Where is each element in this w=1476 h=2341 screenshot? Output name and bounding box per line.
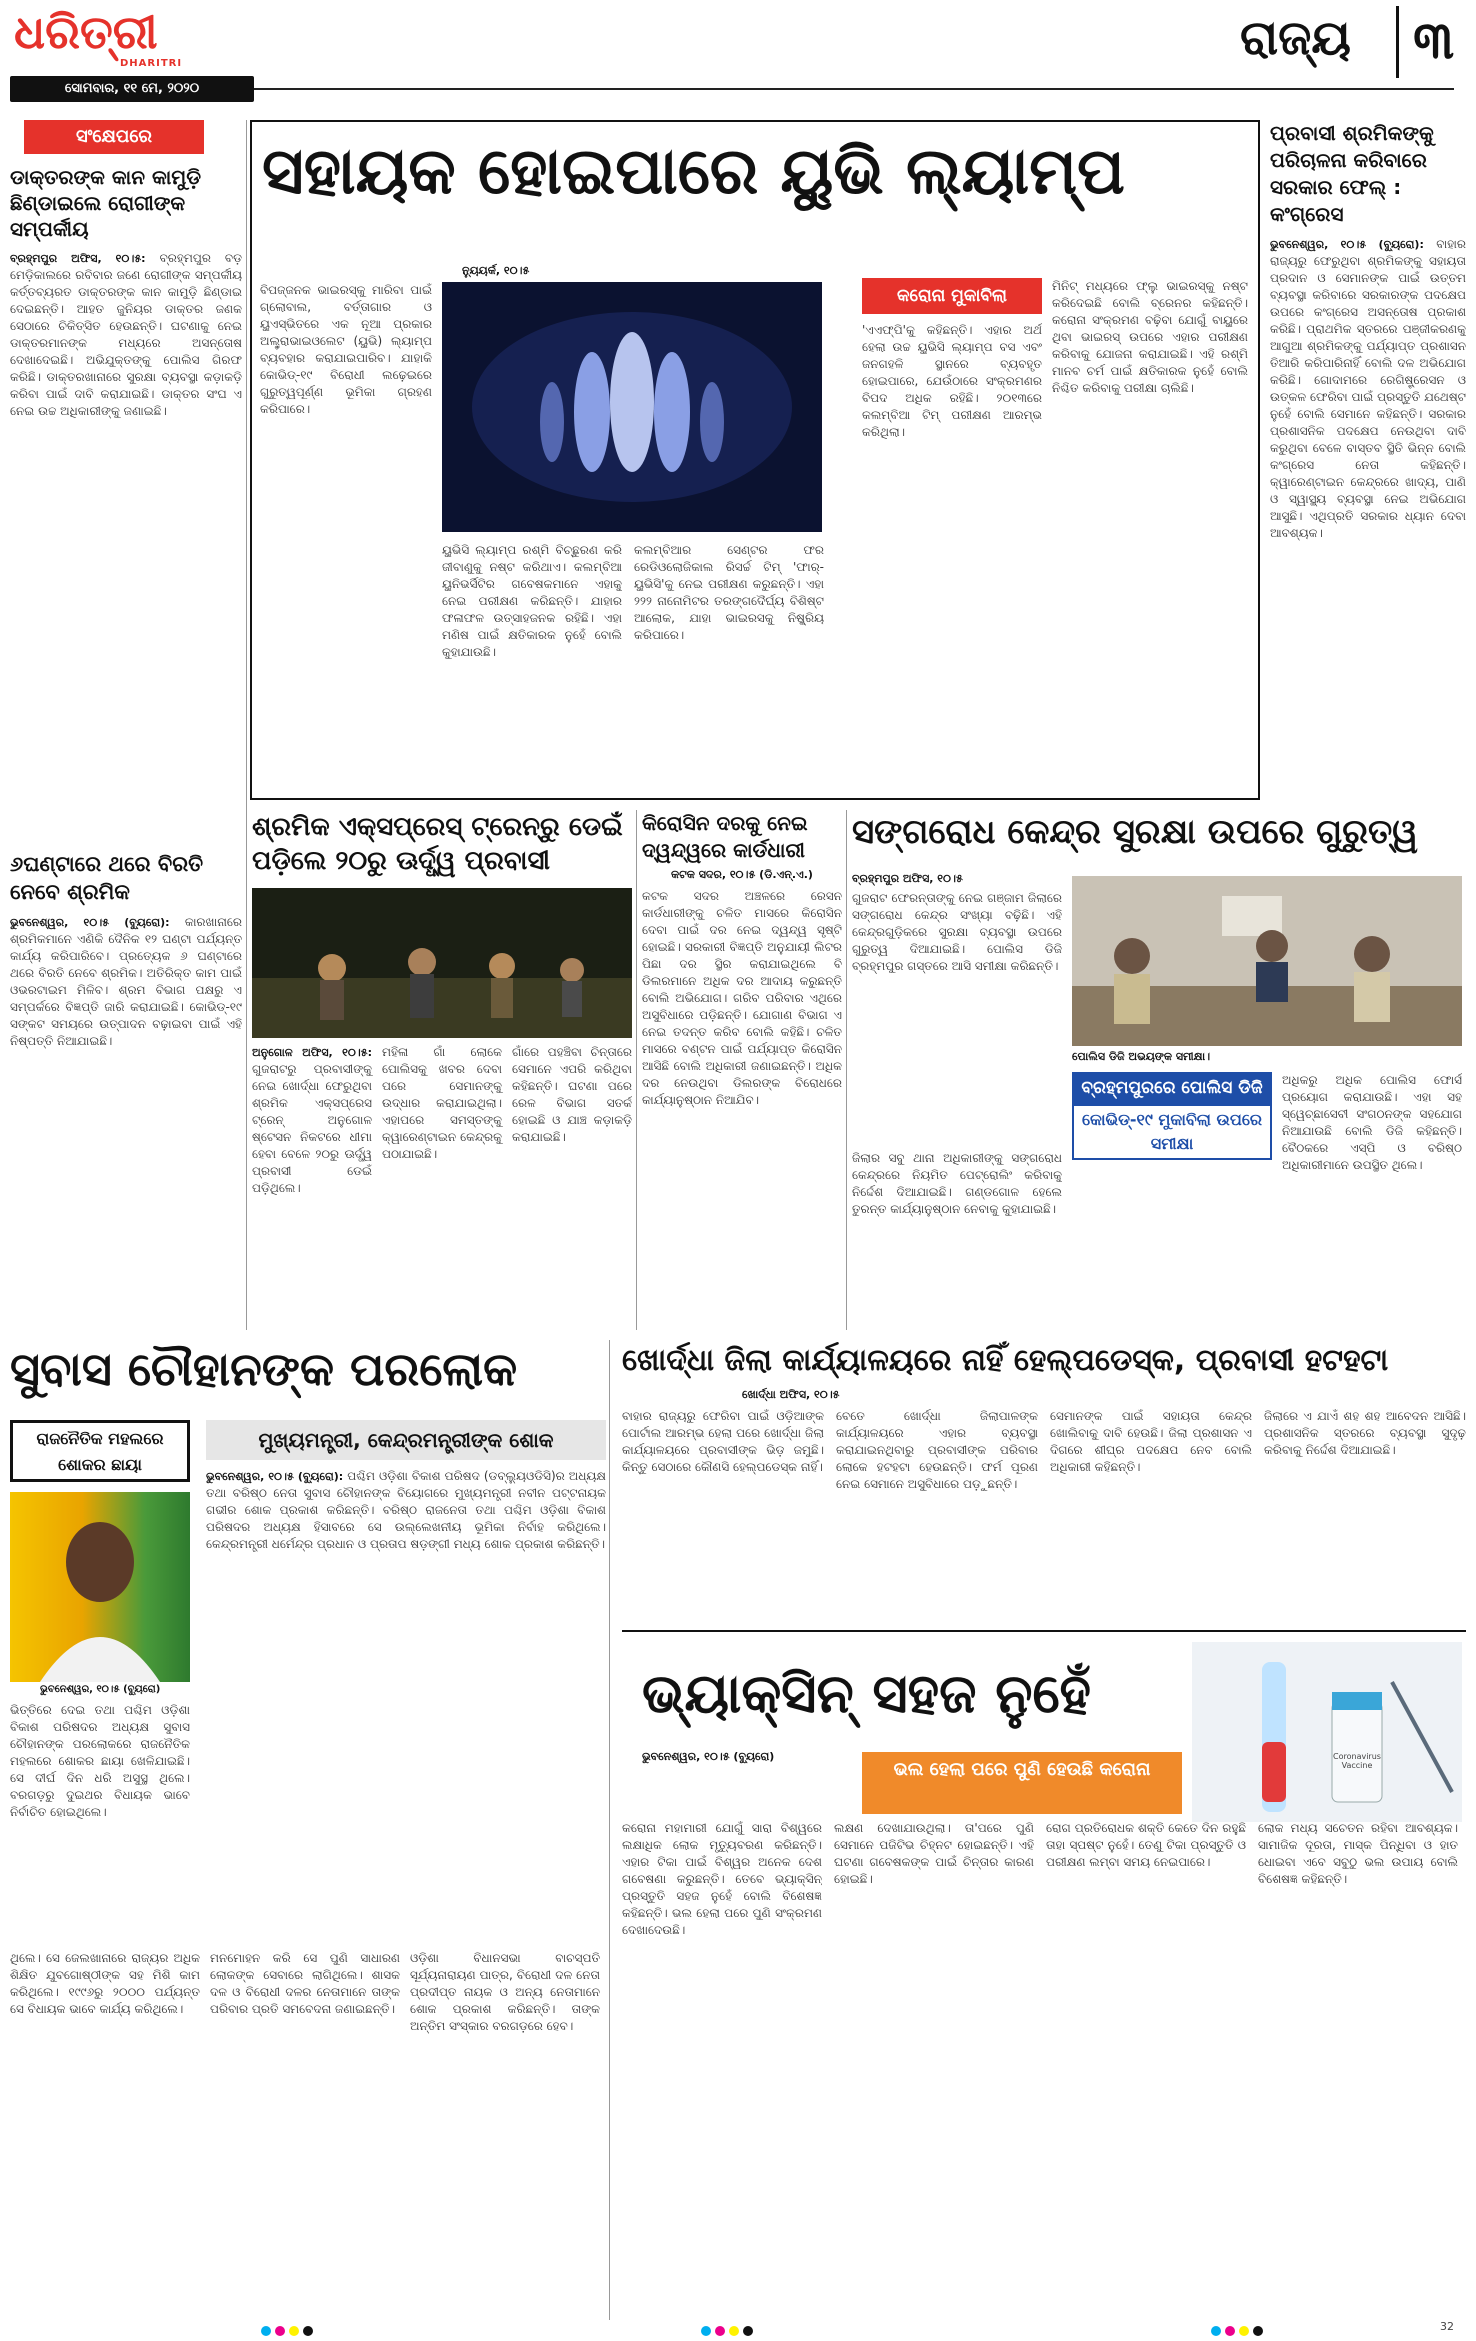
kerosene-dateline: କଟକ ସଦର, ୧୦।୫ (ଡି.ଏନ୍.ଏ.) (671, 868, 813, 881)
khordha-col-3: ସେମାନଙ୍କ ପାଇଁ ସହାୟତା କେନ୍ଦ୍ର ଖୋଲିବାକୁ ଦାବି ହେଉଛି। ଜିଲା ପ୍ରଶାସନ ଏ ଦିଗରେ ଶୀଘ୍ର ପଦକ୍ଷେପ ନେବ ବୋଲି ଅଧିକାରୀ କହିଛନ୍ତି। (1050, 1409, 1252, 1474)
kerosene-body: କଟକ ସଦର ଅଞ୍ଚଳରେ ରେସନ କାର୍ଡଧାରୀଙ୍କୁ ଚଳିତ ମାସରେ କିରୋସିନ ଦେବା ପାଇଁ ଦର ନେଇ ଦ୍ୱନ୍ଦ୍ୱ ସୃଷ୍ଟି ହୋଇଛି। ସରକାରୀ ବିଜ୍ଞପ୍ତି ଅନୁଯାୟୀ ଲିଟର ପିଛା ଦର ସ୍ଥିର କରାଯାଇଥିଲେ ବି ଡିଲରମାନେ ଅଧିକ ଦର ଆଦାୟ କରୁଛନ୍ତି ବୋଲି ଅଭିଯୋଗ। ଗରିବ ପରିବାର ଏଥିରେ ଅସୁବିଧାରେ ପଡ଼ିଛନ୍ତି। ଯୋଗାଣ ବିଭାଗ ଏ ନେଇ ତଦନ୍ତ କରିବ ବୋଲି କହିଛି। ଚଳିତ ମାସରେ ବଣ୍ଟନ ପାଇଁ ପର୍ଯ୍ୟାପ୍ତ କିରୋସିନ ଆସିଛି ବୋଲି ଅଧିକାରୀ ଜଣାଇଛନ୍ତି। ଅଧିକ ଦର ନେଉଥିବା ଡିଲରଙ୍କ ବିରୋଧରେ କାର୍ଯ୍ୟାନୁଷ୍ଠାନ ନିଆଯିବ। (642, 889, 842, 1107)
brief-label: ସଂକ୍ଷେପରେ (24, 120, 204, 154)
quarantine-col-1: ଗୁଜରାଟ ଫେରନ୍ତାଙ୍କୁ ନେଇ ଗଞ୍ଜାମ ଜିଲାରେ ସଙ୍ଗରୋଧ କେନ୍ଦ୍ର ସଂଖ୍ୟା ବଢ଼ିଛି। ଏହି କେନ୍ଦ୍ରଗୁଡ଼ିକରେ ସୁରକ୍ଷା ବ୍ୟବସ୍ଥା ଉପରେ ଗୁରୁତ୍ୱ ଦିଆଯାଇଛି। ପୋଲିସ ଡିଜି ବ୍ରହ୍ମପୁର ଗସ୍ତରେ ଆସି ସମୀକ୍ଷା କରିଛନ୍ତି। (852, 891, 1062, 973)
quarantine-col-2: ଜିଲାର ସବୁ ଥାନା ଅଧିକାରୀଙ୍କୁ ସଙ୍ଗରୋଧ କେନ୍ଦ୍ରରେ ନିୟମିତ ପେଟ୍ରୋଲିଂ କରିବାକୁ ନିର୍ଦ୍ଦେଶ ଦିଆଯାଇଛି। ଗଣ୍ଡଗୋଳ ହେଲେ ତୁରନ୍ତ କାର୍ଯ୍ୟାନୁଷ୍ଠାନ ନେବାକୁ କୁହାଯାଇଛି। (852, 1151, 1062, 1216)
registration-dots-icon (260, 2325, 320, 2337)
subash-photo (10, 1492, 190, 1682)
subash-intro-text: ପଶ୍ଚିମ ଓଡ଼ିଶା ବିକାଶ ପରିଷଦ (ଡବ୍ଲ୍ୟୁଓଡିସି)ର ଅଧ୍ୟକ୍ଷ ତଥା ବରିଷ୍ଠ ନେତା ସୁବାସ ଚୌହାନଙ୍କ ବିୟୋଗରେ ମୁଖ୍ୟମନ୍ତ୍ରୀ ନବୀନ ପଟ୍ଟନାୟକ ଗଭୀର ଶୋକ ପ୍ରକାଶ କରିଛନ୍ତି। ବରିଷ୍ଠ ରାଜନେତା ତଥା ପଶ୍ଚିମ ଓଡ଼ିଶା ବିକାଶ ପରିଷଦର ଅଧ୍ୟକ୍ଷ ହିସାବରେ ସେ ଉଲ୍ଲେଖନୀୟ ଭୂମିକା ନିର୍ବାହ କରିଥିଲେ। କେନ୍ଦ୍ରମନ୍ତ୍ରୀ ଧର୍ମେନ୍ଦ୍ର ପ୍ରଧାନ ଓ ପ୍ରତାପ ଷଡ଼ଙ୍ଗୀ ମଧ୍ୟ ଶୋକ ପ୍ରକାଶ କରିଛନ୍ତି। (206, 1469, 606, 1551)
vaccine-col-1: କରୋନା ମହାମାରୀ ଯୋଗୁଁ ସାରା ବିଶ୍ୱରେ ଲକ୍ଷାଧିକ ଲୋକ ମୃତ୍ୟୁବରଣ କରିଛନ୍ତି। ଏହାର ଟିକା ପାଇଁ ବିଶ୍ୱର ଅନେକ ଦେଶ ଗବେଷଣା କରୁଛନ୍ତି। ତେବେ ଭ୍ୟାକ୍ସିନ୍ ପ୍ରସ୍ତୁତି ସହଜ ନୁହେଁ ବୋଲି ବିଶେଷଜ୍ଞ କହିଛନ୍ତି। ଭଲ ହେଲା ପରେ ପୁଣି ସଂକ୍ରମଣ ଦେଖାଦେଉଛି। (622, 1821, 822, 1937)
khordha-body (622, 1408, 1466, 1608)
congress-dateline: ଭୁବନେଶ୍ୱର, ୧୦।୫ (ବ୍ୟୁରୋ): (1270, 238, 1424, 251)
khordha-story (622, 1340, 1466, 1620)
brief-column (10, 120, 242, 1320)
footer-page-number: 32 (1440, 2320, 1454, 2333)
subash-left: ଭିତ୍ତିରେ ଦେଇ ତଥା ପଶ୍ଚିମ ଓଡ଼ିଶା ବିକାଶ ପରିଷଦର ଅଧ୍ୟକ୍ଷ ସୁବାସ ଚୌହାନଙ୍କ ପରଲୋକରେ ରାଜନୈତିକ ମହଲରେ ଶୋକର ଛାୟା ଖେଳିଯାଇଛି। ସେ ଦୀର୍ଘ ଦିନ ଧରି ଅସୁସ୍ଥ ଥିଲେ। ବରଗଡ଼ରୁ ଦୁଇଥର ବିଧାୟକ ଭାବେ ନିର୍ବାଚିତ ହୋଇଥିଲେ। (10, 1703, 190, 1819)
khordha-col-1: ବାହାର ରାଜ୍ୟରୁ ଫେରିବା ପାଇଁ ଓଡ଼ିଆଙ୍କ ପୋର୍ଟାଲ ଆରମ୍ଭ ହେଲା ପରେ ଖୋର୍ଦ୍ଧା ଜିଲା କାର୍ଯ୍ୟାଳୟରେ ପ୍ରବାସୀଙ୍କ ଭିଡ଼ ଜମୁଛି। କିନ୍ତୁ ସେଠାରେ କୌଣସି ହେଲ୍ପଡେସ୍କ ନାହିଁ। (622, 1409, 824, 1474)
kerosene-headline: କିରୋସିନ ଦରକୁ ନେଇ ଦ୍ୱନ୍ଦ୍ୱରେ କାର୍ଡଧାରୀ (642, 811, 808, 862)
vaccine-story (622, 1630, 1466, 2320)
brief-text-2: କାରଖାନାରେ ଶ୍ରମିକମାନେ ଏଣିକି ଦୈନିକ ୧୨ ଘଣ୍ଟା ପର୍ଯ୍ୟନ୍ତ କାର୍ଯ୍ୟ କରିପାରିବେ। ପ୍ରତ୍ୟେକ ୬ ଘଣ୍ଟାରେ ଥରେ ବିରତି ନେବେ ଶ୍ରମିକ। ଅତିରିକ୍ତ କାମ ପାଇଁ ଓଭରଟାଇମ ମିଳିବ। ଶ୍ରମ ବିଭାଗ ପକ୍ଷରୁ ଏ ସମ୍ପର୍କରେ ବିଜ୍ଞପ୍ତି ଜାରି କରାଯାଇଛି। କୋଭିଡ୍-୧୯ ସଙ୍କଟ ସମୟରେ ଉତ୍ପାଦନ ବଢ଼ାଇବା ପାଇଁ ଏହି ନିଷ୍ପତ୍ତି ନିଆଯାଇଛି। (10, 915, 242, 1048)
quarantine-dateline: ବ୍ରହ୍ମପୁର ଅଫିସ, ୧୦।୫ (852, 872, 963, 885)
lead-col-1: ବିପଜ୍ଜନକ ଭାଇରସ୍‌କୁ ମାରିବା ପାଇଁ ଗ୍ଲୋବାଲ, ବର୍ତ୍ତାଗାର ଓ ୟୁଏସ୍‌ଭିତରେ ଏକ ନୂଆ ପ୍ରକାର ଅଲ୍ଟ୍ରାଭାଇଓଲେଟ (ୟୁଭି) ଲ୍ୟାମ୍ପ ବ୍ୟବହାର କରାଯାଇପାରିବ। ଯାହାକି କୋଭିଡ୍-୧୯ ବିରୋଧୀ ଲଢ଼େଇରେ ଗୁରୁତ୍ୱପୂର୍ଣ୍ଣ ଭୂମିକା ଗ୍ରହଣ କରିପାରେ। (260, 283, 432, 416)
shramik-col-1 (252, 1044, 372, 1344)
congress-headline: ପ୍ରବାସୀ ଶ୍ରମିକଙ୍କୁ ପରିଚାଳନା କରିବାରେ ସରକାର ଫେଲ୍ : କଂଗ୍ରେସ (1270, 121, 1434, 226)
vaccine-col-2: ଲକ୍ଷଣ ଦେଖାଯାଉଥିଲା। ତା'ପରେ ପୁଣି ସେମାନେ ପଜିଟିଭ ଚିହ୍ନଟ ହୋଇଛନ୍ତି। ଏହି ଘଟଣା ଗବେଷକଙ୍କ ପାଇଁ ଚିନ୍ତାର କାରଣ ହୋଇଛି। (834, 1821, 1034, 1886)
subash-subhead: ମୁଖ୍ୟମନ୍ତ୍ରୀ, କେନ୍ଦ୍ରମନ୍ତ୍ରୀଙ୍କ ଶୋକ (206, 1420, 606, 1460)
color-registration-marks-2 (700, 2322, 760, 2334)
date-text: ସୋମବାର, ୧୧ ମେ, ୨୦୨୦ (64, 81, 200, 96)
congress-text: ବାହାର ରାଜ୍ୟରୁ ଫେରୁଥିବା ଶ୍ରମିକଙ୍କୁ ସହାୟତା ପ୍ରଦାନ ଓ ସେମାନଙ୍କ ପାଇଁ ଉତ୍ତମ ବ୍ୟବସ୍ଥା କରିବାରେ ସରକାରଙ୍କ ପଦକ୍ଷେପ ଉପରେ କଂଗ୍ରେସ ଅସନ୍ତୋଷ ପ୍ରକାଶ କରିଛି। ପ୍ରାଥମିକ ସ୍ତରରେ ପଞ୍ଜୀକରଣକୁ ଆଗୁଆ ଶ୍ରମିକଙ୍କୁ ପର୍ଯ୍ୟାପ୍ତ ପ୍ରଶାସନ ତିଆରି କରିପାରିନାହିଁ ବୋଲି ଦଳ ଅଭିଯୋଗ କରିଛି। ଗୋଦାମରେ ରେଗିଷ୍ଟ୍ରେସନ ଓ ଉତ୍କଳ ଫେରିବା ପାଇଁ ପ୍ରସ୍ତୁତି ଯଥେଷ୍ଟ ନୁହେଁ ବୋଲି ସେମାନେ କହିଛନ୍ତି। ସରକାର ପ୍ରଶାସନିକ ପଦକ୍ଷେପ ନେଉଥିବା ଦାବି କରୁଥିବା ବେଳେ ବାସ୍ତବ ସ୍ଥିତି ଭିନ୍ନ ବୋଲି କଂଗ୍ରେସ ନେତା କହିଛନ୍ତି। କ୍ୱାରେଣ୍ଟାଇନ କେନ୍ଦ୍ରରେ ଖାଦ୍ୟ, ପାଣି ଓ ସ୍ୱାସ୍ଥ୍ୟ ବ୍ୟବସ୍ଥା ନେଇ ଅଭିଯୋଗ ଆସୁଛି। ଏଥିପ୍ରତି ସରକାର ଧ୍ୟାନ ଦେବା ଆବଶ୍ୟକ। (1270, 237, 1466, 540)
page-number: ୩ (1413, 10, 1454, 71)
quarantine-col-3: ଅଧିକରୁ ଅଧିକ ପୋଲିସ ଫୋର୍ସ ପ୍ରୟୋଗ କରାଯାଉଛି। ଏହା ସହ ସ୍ୱେଚ୍ଛାସେବୀ ସଂଗଠନଙ୍କ ସହଯୋଗ ନିଆଯାଉଛି ବୋଲି ଡିଜି କହିଛନ୍ତି। ବୈଠକରେ ଏସ୍‌ପି ଓ ବରିଷ୍ଠ ଅଧିକାରୀମାନେ ଉପସ୍ଥିତ ଥିଲେ। (1282, 1073, 1462, 1172)
brief-headline-1: ଡାକ୍ତରଙ୍କ କାନ କାମୁଡ଼ି ଛିଣ୍ଡାଇଲେ ରୋଗୀଙ୍କ ସମ୍ପର୍କୀୟ (10, 165, 202, 241)
brief-dateline-1: ବ୍ରହ୍ମପୁର ଅଫିସ, ୧୦।୫: (10, 252, 146, 265)
lead-headline: ସହାୟକ ହୋଇପାରେ ୟୁଭି ଲ୍ୟାମ୍ପ (262, 134, 1125, 209)
subash-portrait (10, 1492, 190, 1682)
lead-col-3: କଲମ୍ବିଆର ସେଣ୍ଟର ଫର ରେଡିଓଲୋଜିକାଲ ରିସର୍ଚ୍ଚ ଟିମ୍ 'ଫାର୍-ୟୁଭିସି'କୁ ନେଇ ପରୀକ୍ଷଣ କରୁଛନ୍ତି। ଏହା ୨୨୨ ନାନୋମିଟର ତରଙ୍ଗଦୈର୍ଘ୍ୟ ବିଶିଷ୍ଟ ଆଲୋକ, ଯାହା ଭାଇରସକୁ ନିଷ୍କ୍ରିୟ କରିପାରେ। (634, 543, 824, 642)
shramik-divider (636, 810, 637, 1330)
uv-lamp-image (442, 282, 822, 532)
lead-tag: କରୋନା ମୁକାବିଲା (862, 278, 1042, 314)
quarantine-headline: ସଙ୍ଗରୋଧ କେନ୍ଦ୍ର ସୁରକ୍ଷା ଉପରେ ଗୁରୁତ୍ୱ (852, 812, 1418, 852)
khordha-col-4: ଜିଲାରେ ଏ ଯାଏଁ ଶହ ଶହ ଆବେଦନ ଆସିଛି। ପ୍ରଶାସନିକ ସ୍ତରରେ ବ୍ୟବସ୍ଥା ସୁଦୃଢ଼ କରିବାକୁ ନିର୍ଦ୍ଦେଶ ଦିଆଯାଇଛି। (1264, 1409, 1466, 1457)
subash-c2: ମନମୋହନ କରି ସେ ପୁଣି ସାଧାରଣ ଲୋକଙ୍କ ସେବାରେ ଲାଗିଥିଲେ। ଶାସକ ଦଳ ଓ ବିରୋଧୀ ଦଳର ନେତାମାନେ ତାଙ୍କ ପରିବାର ପ୍ରତି ସମବେଦନା ଜଣାଇଛନ୍ତି। (210, 1951, 400, 2016)
dg-box-bottom: କୋଭିଡ୍-୧୯ ମୁକାବିଲା ଉପରେ ସମୀକ୍ଷା (1072, 1104, 1272, 1160)
khordha-dateline: ଖୋର୍ଦ୍ଧା ଅଫିସ, ୧୦।୫ (742, 1388, 840, 1401)
shramik-dateline: ଅନୁଗୋଳ ଅଫିସ, ୧୦।୫: (252, 1046, 372, 1059)
masthead-rule (254, 88, 1454, 90)
section-title: ରାଜ୍ୟ (1240, 10, 1351, 66)
logo-text: ଧରିତ୍ରୀ (14, 5, 158, 59)
brief-divider (246, 120, 247, 1330)
dg-box (1072, 1072, 1272, 1182)
subash-intro (206, 1468, 606, 1700)
subash-c1: ଥିଲେ। ସେ ଜେଲଖାନାରେ ରାଜ୍ୟର ଅଧିକ ଶିକ୍ଷିତ ଯୁବଗୋଷ୍ଠୀଙ୍କ ସହ ମିଶି କାମ କରିଥିଲେ। ୧୯୯୬ରୁ ୨୦୦୦ ପର୍ଯ୍ୟନ୍ତ ସେ ବିଧାୟକ ଭାବେ କାର୍ଯ୍ୟ କରିଥିଲେ। (10, 1951, 200, 2016)
registration-dots-icon (1210, 2325, 1270, 2337)
lead-dateline: ନ୍ୟୁୟର୍କ, ୧୦।୫ (462, 264, 530, 277)
vaccine-col-3: ରୋଗ ପ୍ରତିରୋଧକ ଶକ୍ତି କେତେ ଦିନ ରହୁଛି ତାହା ସ୍ପଷ୍ଟ ନୁହେଁ। ତେଣୁ ଟିକା ପ୍ରସ୍ତୁତି ଓ ପରୀକ୍ଷଣ ଲମ୍ବା ସମୟ ନେଇପାରେ। (1046, 1821, 1246, 1869)
vial-label: Coronavirus Vaccine (1333, 1752, 1381, 1770)
quarantine-photo (1072, 876, 1462, 1046)
subash-headline: ସୁବାସ ଚୌହାନଙ୍କ ପରଲୋକ (10, 1342, 518, 1396)
vaccine-image (1192, 1642, 1462, 1822)
masthead-logo (14, 6, 244, 62)
congress-body (1270, 236, 1466, 796)
masthead (0, 0, 1476, 110)
vaccine-tag: ଭଲ ହେଲା ପରେ ପୁଣି ହେଉଛି କରୋନା (862, 1752, 1182, 1814)
color-registration-marks (260, 2322, 320, 2334)
vaccine-headline: ଭ୍ୟାକ୍ସିନ୍ ସହଜ ନୁହେଁ (642, 1661, 1092, 1725)
shramik-image (252, 888, 632, 1038)
shramik-story (252, 810, 632, 1330)
brief-body-2 (10, 914, 242, 1334)
uv-lamp-photo (442, 282, 822, 532)
subash-story (10, 1340, 610, 2320)
kerosene-divider (846, 810, 847, 1330)
brief-text-1: ବ୍ରହ୍ମପୁର ବଡ଼ ମେଡ଼ିକାଲରେ ରବିବାର ଜଣେ ରୋଗୀଙ୍କ ସମ୍ପର୍କୀୟ କର୍ତ୍ତବ୍ୟରତ ଡାକ୍ତରଙ୍କ କାନ କାମୁଡ଼ି ଛିଣ୍ଡାଇ ଦେଇଛନ୍ତି। ଆହତ ଜୁନିୟର ଡାକ୍ତର ଜଣକ ସେଠାରେ ଚିକିତ୍ସିତ ହେଉଛନ୍ତି। ଘଟଣାକୁ ନେଇ ଡାକ୍ତରମାନଙ୍କ ମଧ୍ୟରେ ଅସନ୍ତୋଷ ଦେଖାଦେଇଛି। ଅଭିଯୁକ୍ତଙ୍କୁ ପୋଲିସ ଗିରଫ କରିଛି। ଡାକ୍ତରଖାନାରେ ସୁରକ୍ଷା ବ୍ୟବସ୍ଥା କଡ଼ାକଡ଼ି କରିବା ପାଇଁ ଦାବି କରାଯାଇଛି। ଡାକ୍ତର ସଂଘ ଏ ନେଇ ଉଚ୍ଚ ଅଧିକାରୀଙ୍କୁ ଜଣାଇଛି। (10, 251, 242, 418)
quarantine-photo-caption: ପୋଲିସ ଡିଜି ଅଭୟଙ୍କ ସମୀକ୍ଷା। (1072, 1050, 1211, 1063)
vaccine-vial-image (1192, 1642, 1462, 1822)
brief-headline-2: ୬ଘଣ୍ଟାରେ ଥରେ ବିରତି ନେବେ ଶ୍ରମିକ (10, 852, 204, 904)
subash-dateline: ଭୁବନେଶ୍ୱର, ୧୦।୫ (ବ୍ୟୁରୋ): (206, 1470, 344, 1483)
khordha-col-2: ବେତେ ଖୋର୍ଦ୍ଧା ଜିଲାପାଳଙ୍କ କାର୍ଯ୍ୟାଳୟରେ ଏହାର ବ୍ୟବସ୍ଥା କରାଯାଇନଥିବାରୁ ପ୍ରବାସୀଙ୍କ ପରିବାର ଲୋକେ ହଟହଟା ହେଉଛନ୍ତି। ଫର୍ମ ପୂରଣ ନେଇ ସେମାନେ ଅସୁବିଧାରେ ପଡ଼ୁଛନ୍ତି। (836, 1409, 1038, 1491)
kerosene-story (642, 810, 842, 1330)
registration-dots-icon (700, 2325, 760, 2337)
shramik-col-3: ଗାଁରେ ପହଞ୍ଚିବା ଚିନ୍ତାରେ ସେମାନେ ଏପରି କରିଥିବା କହିଛନ୍ତି। ଘଟଣା ପରେ ରେଳ ବିଭାଗ ସତର୍କ ହୋଇଛି ଓ ଯାଞ୍ଚ କଡ଼ାକଡ଼ି କରାଯାଇଛି। (512, 1045, 632, 1144)
vaccine-col-4: ଲୋକ ମଧ୍ୟ ସଚେତନ ରହିବା ଆବଶ୍ୟକ। ସାମାଜିକ ଦୂରତା, ମାସ୍କ ପିନ୍ଧିବା ଓ ହାତ ଧୋଇବା ଏବେ ସବୁଠୁ ଭଲ ଉପାୟ ବୋଲି ବିଶେଷଜ୍ଞ କହିଛନ୍ତି। (1258, 1821, 1458, 1886)
shramik-headline: ଶ୍ରମିକ ଏକ୍ସପ୍ରେସ୍ ଟ୍ରେନ୍‌ରୁ ଡେଇଁ ପଡ଼ିଲେ ୨୦ରୁ ଊର୍ଦ୍ଧ୍ୱ ପ୍ରବାସୀ (252, 812, 623, 876)
color-registration-marks-3 (1210, 2322, 1270, 2334)
shramik-col-1-text: ଗୁଜରାଟରୁ ପ୍ରବାସୀଙ୍କୁ ନେଇ ଖୋର୍ଦ୍ଧା ଫେରୁଥିବା ଶ୍ରମିକ ଏକ୍ସପ୍ରେସ ଟ୍ରେନ୍ ଅନୁଗୋଳ ଷ୍ଟେସନ ନିକଟରେ ଧୀମା ହେବା ବେଳେ ୨୦ରୁ ଊର୍ଦ୍ଧ୍ୱ ପ୍ରବାସୀ ଡେଇଁ ପଡ଼ିଥିଲେ। (252, 1062, 372, 1195)
meeting-image (1072, 876, 1462, 1046)
lead-col-5: ମିନିଟ୍ ମଧ୍ୟରେ ଫ୍ଲୁ ଭାଇରସ୍‌କୁ ନଷ୍ଟ କରିଦେଇଛି ବୋଲି ବ୍ରେନର କହିଛନ୍ତି। କରୋନା ସଂକ୍ରମଣ ବଢ଼ିବା ଯୋଗୁଁ ବାୟୁରେ ଥିବା ଭାଇରସ୍ ଉପରେ ଏହାର ପରୀକ୍ଷଣ କରିବାକୁ ଯୋଜନା କରାଯାଇଛି। ଏହି ରଶ୍ମି ମାନବ ଚର୍ମ ପାଇଁ କ୍ଷତିକାରକ ନୁହେଁ ବୋଲି ନିଶ୍ଚିତ କରିବାକୁ ପରୀକ୍ଷା ଚାଲିଛି। (1052, 279, 1248, 395)
lead-col-4: 'ଏଏଫ୍‌ପି'କୁ କହିଛନ୍ତି। ଏହାର ଅର୍ଥ ହେଲା ଉଚ୍ଚ ୟୁଭିସି ଲ୍ୟାମ୍ପ ବସ ଏବଂ ଜନଗହଳି ସ୍ଥାନରେ ବ୍ୟବହୃତ ହୋଇପାରେ, ଯେଉଁଠାରେ ସଂକ୍ରମଣର ବିପଦ ଅଧିକ ରହିଛି। ୨୦୧୩ରେ କଲମ୍ବିଆ ଟିମ୍ ପରୀକ୍ଷଣ ଆରମ୍ଭ କରିଥିଲା। (862, 323, 1042, 439)
dg-box-top: ବ୍ରହ୍ମପୁରରେ ପୋଲିସ ଡିଜି (1072, 1072, 1272, 1104)
page-number-box (1396, 6, 1468, 78)
shramik-photo (252, 888, 632, 1038)
congress-story (1270, 120, 1466, 800)
khordha-headline: ଖୋର୍ଦ୍ଧା ଜିଲା କାର୍ଯ୍ୟାଳୟରେ ନାହିଁ ହେଲ୍ପଡେସ୍କ, ପ୍ରବାସୀ ହଟହଟା (622, 1343, 1389, 1378)
subash-photo-credit: ଭୁବନେଶ୍ୱର, ୧୦।୫ (ବ୍ୟୁରୋ) (40, 1684, 161, 1695)
lead-col-2: ୟୁଭିସି ଲ୍ୟାମ୍ପ ରଶ୍ମି ବିଚ୍ଛୁରଣ କରି ଜୀବାଣୁକୁ ନଷ୍ଟ କରିଥାଏ। କଲମ୍ବିଆ ୟୁନିଭର୍ସିଟିର ଗବେଷକମାନେ ଏହାକୁ ନେଇ ପରୀକ୍ଷଣ କରିଛନ୍ତି। ଯାହାର ଫଳାଫଳ ଉତ୍ସାହଜନକ ରହିଛି। ଏହା ମଣିଷ ପାଇଁ କ୍ଷତିକାରକ ନୁହେଁ ବୋଲି କୁହାଯାଉଛି। (442, 543, 622, 659)
quarantine-story (852, 810, 1466, 1330)
date-bar (10, 76, 254, 102)
shramik-col-2: ମହିଳା ଗାଁ ଲୋକେ ପୋଲିସକୁ ଖବର ଦେବା ପରେ ସେମାନଙ୍କୁ ଉଦ୍ଧାର କରାଯାଇଥିଲା। ଏହାପରେ ସମସ୍ତଙ୍କୁ କ୍ୱାରେଣ୍ଟାଇନ କେନ୍ଦ୍ରକୁ ପଠାଯାଇଛି। (382, 1045, 502, 1161)
lead-story (250, 120, 1260, 800)
shramik-body (252, 1044, 632, 1344)
vaccine-dateline: ଭୁବନେଶ୍ୱର, ୧୦।୫ (ବ୍ୟୁରୋ) (642, 1750, 775, 1763)
footer (0, 2318, 1476, 2339)
subash-c3: ଓଡ଼ିଶା ବିଧାନସଭା ବାଚସ୍ପତି ସୂର୍ଯ୍ୟନାରାୟଣ ପାତ୍ର, ବିରୋଧୀ ଦଳ ନେତା ପ୍ରଦୀପ୍ତ ନାୟକ ଓ ଅନ୍ୟ ନେତାମାନେ ଶୋକ ପ୍ରକାଶ କରିଛନ୍ତି। ତାଙ୍କ ଅନ୍ତିମ ସଂସ୍କାର ବରଗଡ଼ରେ ହେବ। (410, 1951, 600, 2033)
subash-kicker: ରାଜନୈତିକ ମହଲରେ ଶୋକର ଛାୟା (10, 1420, 190, 1482)
brief-body-1 (10, 250, 242, 840)
brief-dateline-2: ଭୁବନେଶ୍ୱର, ୧୦।୫ (ବ୍ୟୁରୋ): (10, 916, 170, 929)
logo-sub: DHARITRI (120, 58, 183, 69)
